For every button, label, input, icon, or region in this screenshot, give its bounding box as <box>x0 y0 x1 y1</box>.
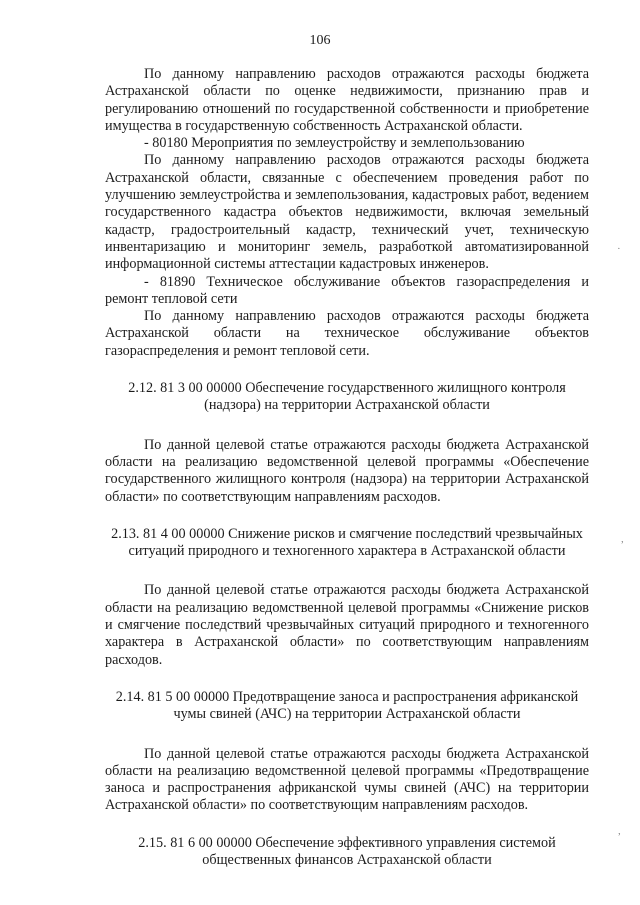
paragraph: По данной целевой статье отражаются расходы бюджета Астраханской области на реализацию ведомственной целевой программы «Снижение рисков и смягчение последствий чрезвычайных ситуаций природного и техногенного характера в Астраханской области» по соответствующим направлениям расходов. <box>105 582 589 668</box>
section-heading-2-13: 2.13. 81 4 00 00000 Снижение рисков и смягчение последствий чрезвычайных ситуаций природного и техногенного характера в Астраханской области <box>111 525 583 560</box>
document-body <box>105 66 589 869</box>
scan-mark: , <box>621 533 624 545</box>
section-heading-2-15: 2.15. 81 6 00 00000 Обеспечение эффективного управления системой общественных финансов Астраханской области <box>138 834 556 868</box>
scan-mark: , <box>618 825 621 837</box>
paragraph: По данной целевой статье отражаются расходы бюджета Астраханской области на реализацию ведомственной целевой программы «Обеспечение государственного жилищного контроля (надзора) на территории Астраханской области» по соответствующим направлениям расходов. <box>105 436 589 505</box>
section-heading-2-14: 2.14. 81 5 00 00000 Предотвращение заноса и распространения африканской чумы свиней (АЧС) на территории Астраханской области <box>115 688 579 723</box>
paragraph: По данному направлению расходов отражаются расходы бюджета Астраханской области на техническое обслуживание объектов газораспределения и ремонт тепловой сети. <box>105 308 589 359</box>
paragraph: По данному направлению расходов отражаются расходы бюджета Астраханской области, связанные с обеспечением проведения работ по улучшению землеустройства и землепользования, кадастровых работ, ведением государственного кадастра объектов недвижимости, включая земельный кадастр, градостроительный кадастр, технический учет, техническую инвентаризацию и мониторинг земель, разработкой автоматизированной информационной системы аттестации кадастровых инженеров. <box>105 152 589 273</box>
paragraph: По данному направлению расходов отражаются расходы бюджета Астраханской области по оценке недвижимости, признанию прав и регулированию отношений по государственной собственности и приобретение имущества в государственную собственность Астраханской области. <box>105 66 589 134</box>
paragraph: По данной целевой статье отражаются расходы бюджета Астраханской области на реализацию ведомственной целевой программы «Предотвращение заноса и распространения африканской чумы свиней (АЧС) на территории Астраханской области» по соответствующим направлениям расходов. <box>105 745 589 814</box>
expense-item-80180: - 80180 Мероприятия по землеустройству и землепользованию <box>144 135 525 152</box>
section-heading-2-12: 2.12. 81 3 00 00000 Обеспечение государственного жилищного контроля (надзора) на территории Астраханской области <box>128 380 566 414</box>
scan-mark: · <box>617 243 621 255</box>
expense-item-81890: - 81890 Техническое обслуживание объектов газораспределения и ремонт тепловой сети <box>105 273 589 307</box>
page-number: 106 <box>309 33 331 48</box>
